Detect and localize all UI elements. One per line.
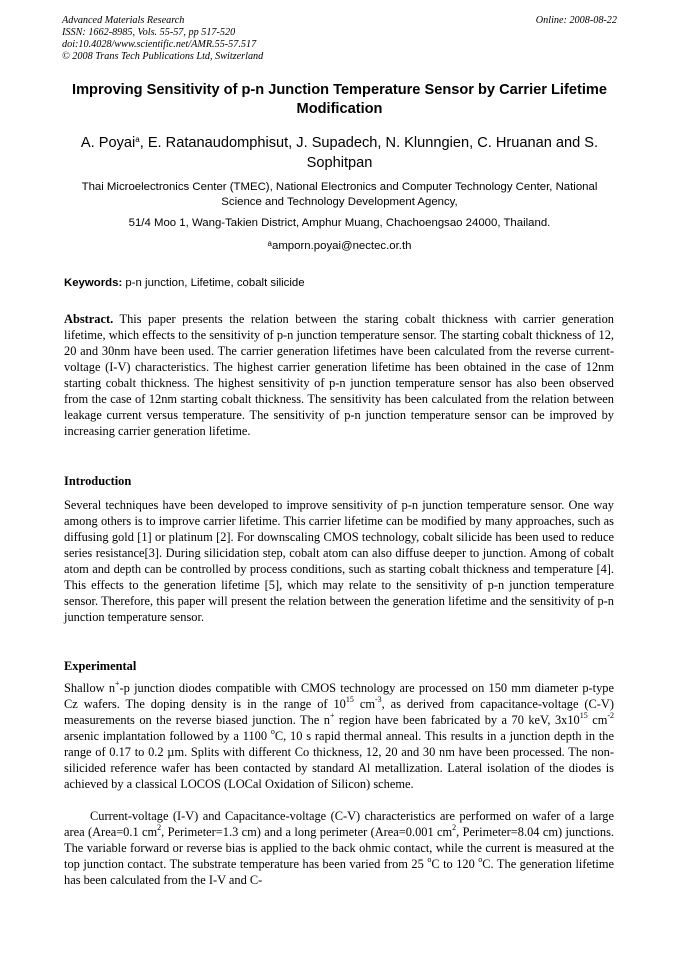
introduction-heading: Introduction [64,474,132,488]
text-run: C, 10 s rapid thermal anneal. This results in a junction depth in the range of 0.17 to 0.2 µm. Splits with different Co thickness, 12, 20 and 30 nm have been processed. The non-silicided reference wafer has been contacted by standard Al metallization. Lateral isolation of the diodes is achieved by a classical LOCOS (LOCal Oxidation of Silicon) scheme. [64,729,614,792]
author-superscript: a [135,135,140,144]
author-email [62,239,617,254]
superscript: + [329,711,335,721]
email-superscript: a [267,239,272,248]
experimental-paragraph-2 [64,808,614,888]
superscript: 15 [579,711,588,721]
superscript: -3 [374,695,382,705]
keywords-label: Keywords: [64,277,123,289]
text-run: , Perimeter=1.3 cm) and a long perimeter (Area=0.001 cm [161,825,453,840]
introduction-text: Several techniques have been developed to improve sensitivity of p-n junction temperature sensor. One way among others is to improve carrier lifetime. This carrier lifetime can be modified by many approaches, such as diffusing gold [1] or platinum [2]. For downscaling CMOS technology, cobalt silicide has been used to reduce series resistance[3]. During silicidation step, cobalt atom can also diffuse deeper to junction. Among of cobalt atom and depth can be controlled by process conditions, such as starting cobalt thickness and temperature [4]. This effects to the generation lifetime [5], which may relate to the sensitivity of p-n junction temperature sensor. Therefore, this paper will present the relation between the generation lifetime and the sensitivity of p-n junction temperature sensor. [64,498,614,625]
text-run: Current-voltage (I-V) and Capacitance-voltage (C-V) characteristics are performed on wafer of a large area (Area=0.1 cm [64,809,614,840]
journal-doi[interactable]: doi:10.4028/www.scientific.net/AMR.55-57.517 [62,39,257,50]
superscript: -2 [607,711,614,721]
text-run: -p junction diodes compatible with CMOS technology are processed on 150 mm diameter p-type Cz wafers. The doping density is in the range of 10 [64,681,614,712]
journal-issn: ISSN: 1662-8985, Vols. 55-57, pp 517-520 [62,27,236,38]
text-run: , Perimeter=8.04 cm) junctions. The variable forward or reverse bias is applied to the back ohmic contact, while the current is measured at the top junction contact. The substrate temperature has been varied from 25 [64,825,614,872]
superscript: o [270,727,275,737]
experimental-paragraph-1 [64,680,614,792]
journal-copyright: © 2008 Trans Tech Publications Ltd, Switzerland [62,51,264,62]
superscript: 2 [157,823,162,833]
superscript: o [478,855,483,865]
text-run: cm [353,697,375,712]
text-run: arsenic implantation followed by a 1100 [64,729,271,744]
abstract-label: Abstract. [64,312,114,326]
affiliation: Thai Microelectronics Center (TMEC), National Electronics and Computer Technology Center, National Science and Technology Development Agency, [81,181,598,208]
paper-title: Improving Sensitivity of p-n Junction Temperature Sensor by Carrier Lifetime Modification [72,82,607,117]
first-author: A. Poyai [80,135,136,151]
text-run: Shallow n [64,681,116,695]
other-authors: , E. Ratanaudomphisut, J. Supadech, N. Klunngien, C. Hruanan and S. Sophitpan [139,135,599,171]
abstract-text: This paper presents the relation between the staring cobalt thickness with carrier generation lifetime, which effects to the sensitivity of p-n junction temperature sensor. The starting cobalt thickness of 12, 20 and 30nm have been used. The carrier generation lifetimes have been calculated from the reverse current-voltage (I-V) characteristics. The highest carrier generation lifetime has been obtained in the case of 12nm starting cobalt thickness. The highest sensitivity of p-n junction temperature sensor has also been observed from the case of 12nm starting cobalt thickness. The sensitivity has been calculated from the relation between leakage current versus temperature. The sensitivity of p-n junction temperature sensor can be improved by increasing carrier generation lifetime. [64,312,615,439]
text-run: region have been fabricated by a 70 keV, 3x10 [334,713,580,728]
superscript: 15 [345,695,354,705]
keywords [64,276,619,291]
online-date: Online: 2008-08-22 [535,15,617,26]
superscript: + [115,679,120,688]
journal-header [62,15,617,63]
superscript: 2 [452,823,457,833]
superscript: o [427,855,432,865]
text-run: , as derived from capacitance-voltage (C-V) measurements on the reverse biased junction. The n [64,697,614,728]
text-run: C. The generation lifetime has been calculated from the I-V and C- [64,857,614,888]
journal-name: Advanced Materials Research [62,15,185,26]
email-address[interactable]: amporn.poyai@nectec.or.th [271,240,412,252]
text-run: cm [587,713,608,728]
text-run: C to 120 [431,857,479,872]
address: 51/4 Moo 1, Wang-Takien District, Amphur Muang, Chachoengsao 24000, Thailand. [128,217,551,229]
keywords-text: p-n junction, Lifetime, cobalt silicide [125,277,305,289]
author-list [62,133,617,173]
abstract [64,311,614,439]
experimental-heading: Experimental [64,659,137,673]
